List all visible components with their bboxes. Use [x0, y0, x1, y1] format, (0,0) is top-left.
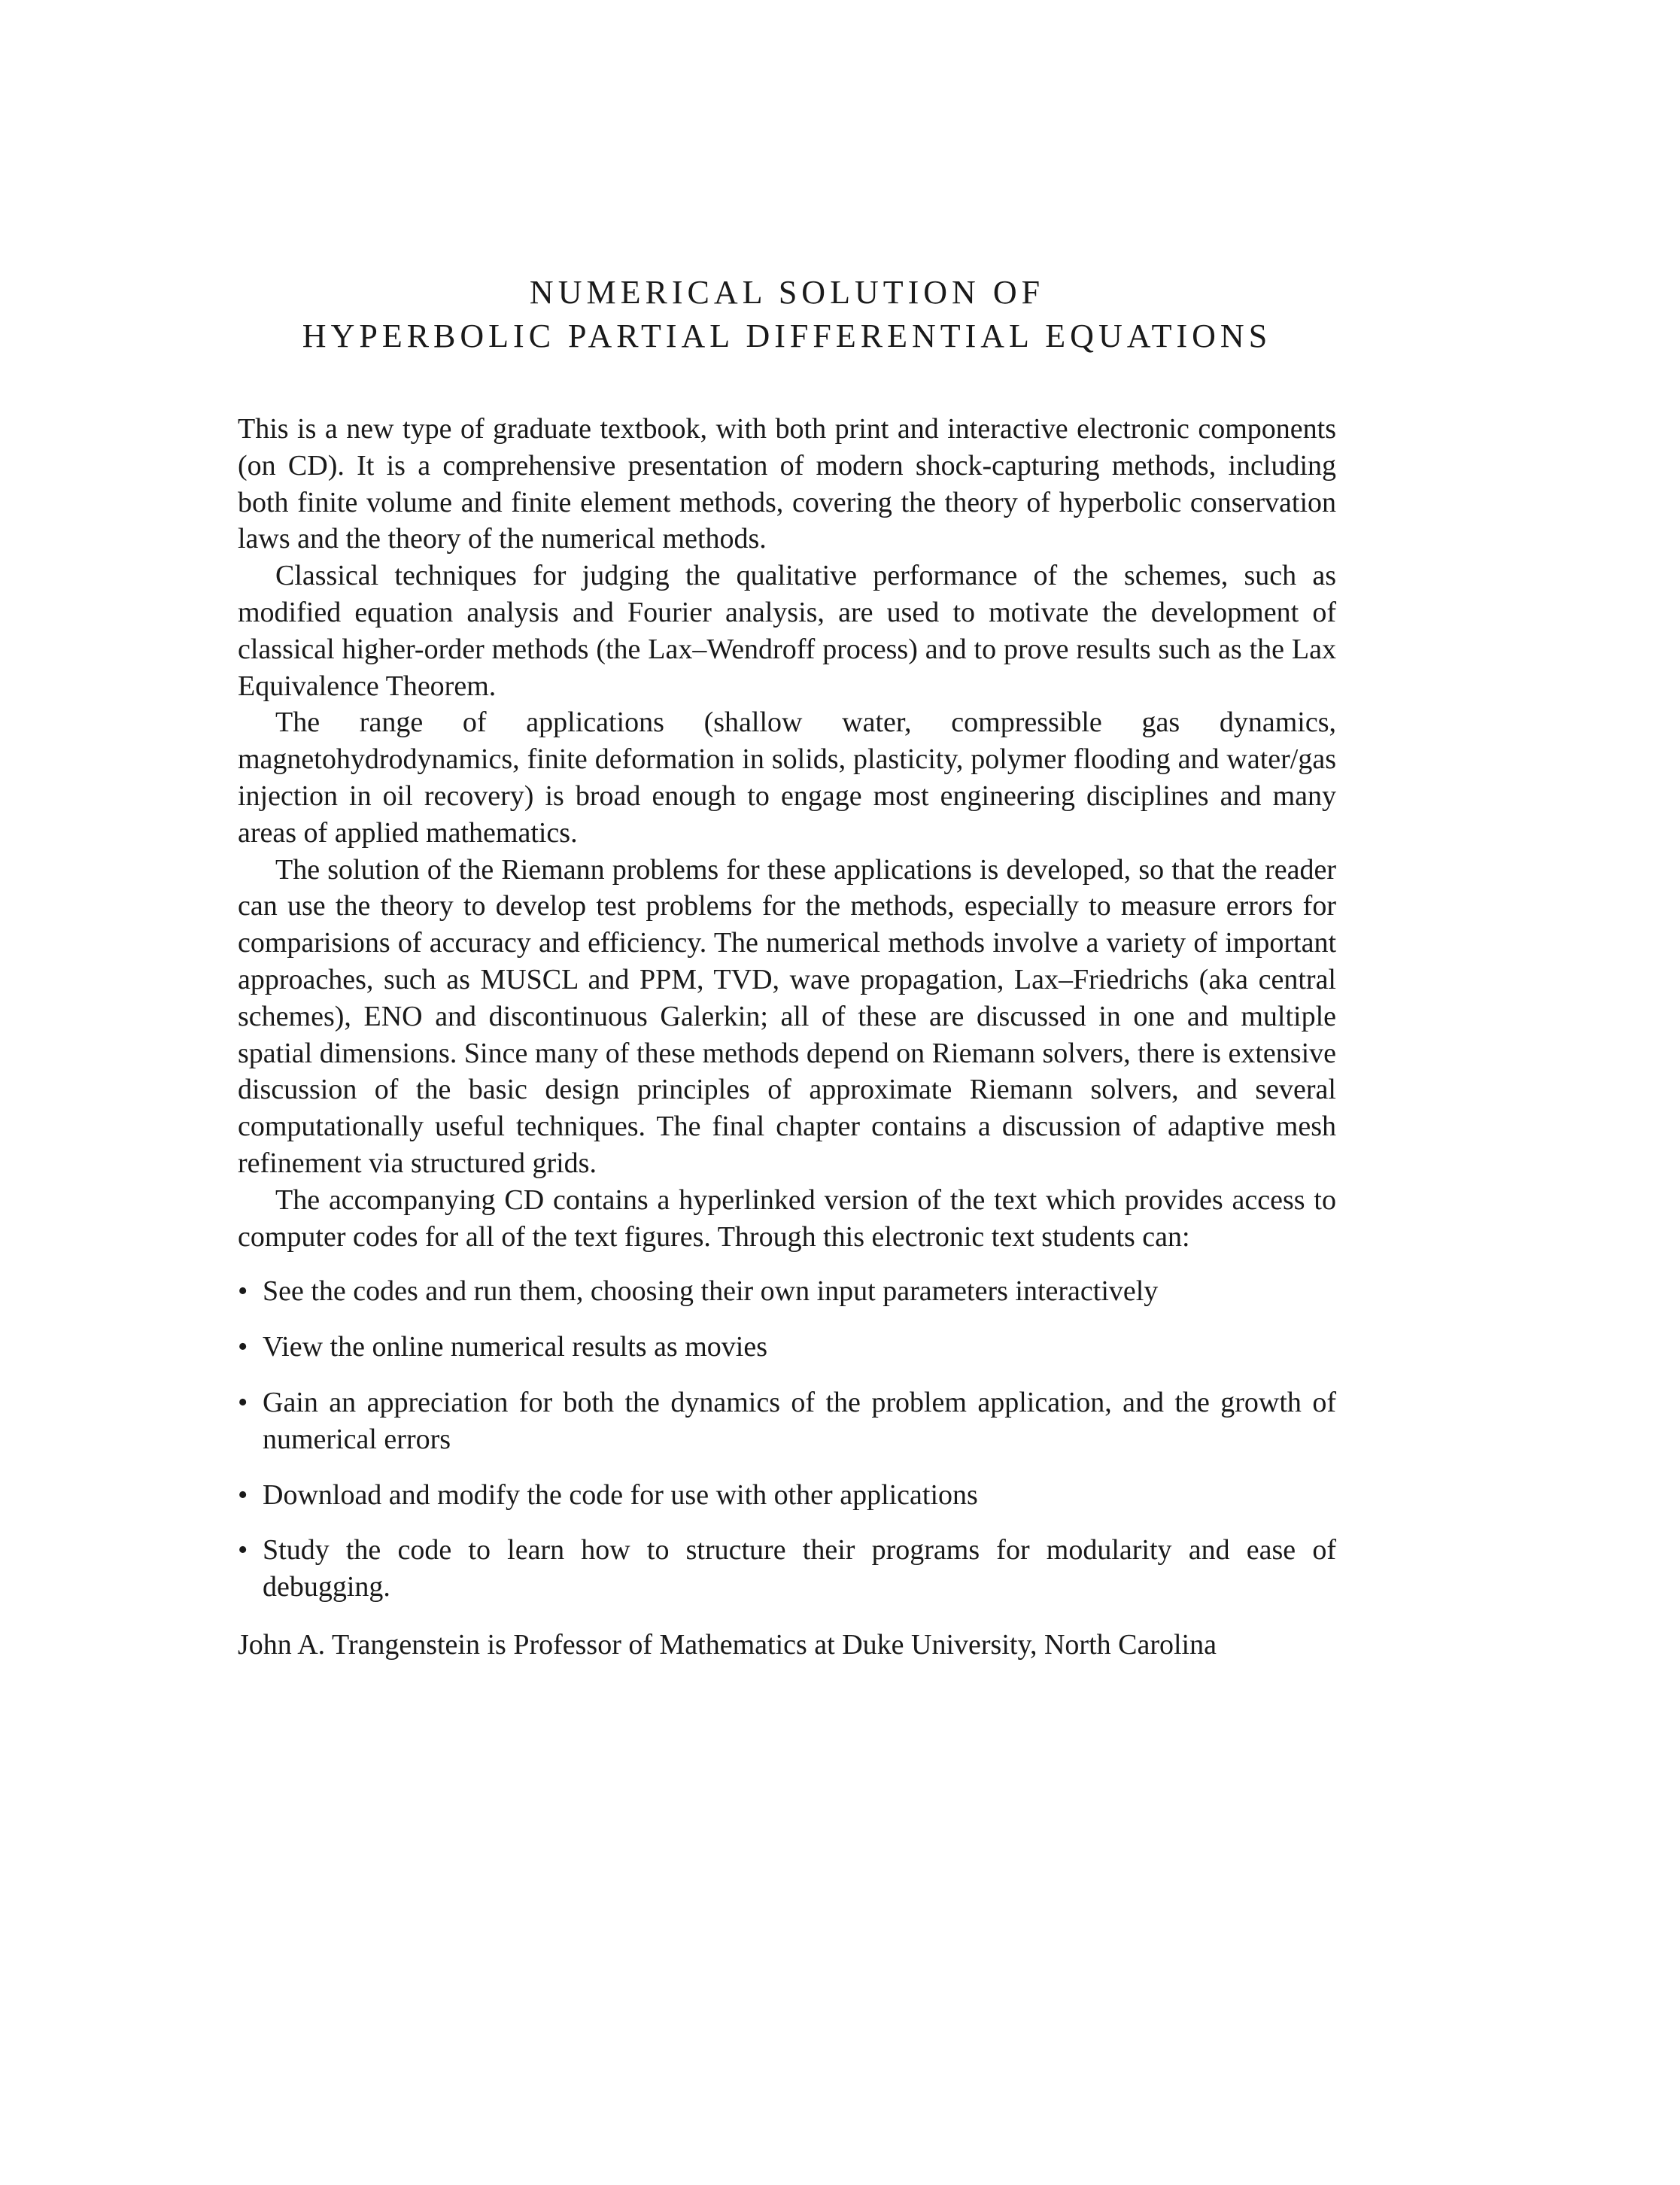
list-item-text: Study the code to learn how to structure their programs for modularity and ease of debugging.: [263, 1534, 1336, 1603]
paragraph-techniques: Classical techniques for judging the qualitative performance of the schemes, such as modified equation analysis and Fourier analysis, are used to motivate the development of classical higher-order methods (the Lax–Wendroff process) and to prove results such as the Lax Equivalence Theorem.: [238, 560, 1336, 702]
author-bio: John A. Trangenstein is Professor of Mathematics at Duke University, North Carolina: [238, 1628, 1217, 1661]
book-title: [238, 271, 1336, 358]
paragraph-applications: The range of applications (shallow water, compressible gas dynamics, magnetohydrodynamics, finite deformation in solids, plasticity, polymer flooding and water/gas injection in oil recovery) is broad enough to engage most engineering disciplines and many areas of applied mathematics.: [238, 707, 1336, 849]
feature-list: [238, 1273, 1336, 1606]
paragraph-riemann: The solution of the Riemann problems for these applications is developed, so that the reader can use the theory to develop test problems for the methods, especially to measure errors for comparisions of accuracy and efficiency. The numerical methods involve a variety of important approaches, such as MUSCL and PPM, TVD, wave propagation, Lax–Friedrichs (aka central schemes), ENO and discontinuous Galerkin; all of these are discussed in one and multiple spatial dimensions. Since many of these methods depend on Riemann solvers, there is extensive discussion of the basic design principles of approximate Riemann solvers, and several computationally useful techniques. The final chapter contains a discussion of adaptive mesh refinement via structured grids.: [238, 853, 1336, 1179]
list-item: [238, 1329, 1336, 1366]
list-item-text: Download and modify the code for use with other applications: [263, 1478, 978, 1511]
paragraph-cd: The accompanying CD contains a hyperlinked version of the text which provides access to computer codes for all of the text figures. Through this electronic text students can:: [238, 1184, 1336, 1253]
bullet-icon: •: [238, 1275, 248, 1308]
blurb-body: [238, 411, 1336, 1664]
list-item: [238, 1477, 1336, 1514]
list-item: [238, 1384, 1336, 1458]
book-blurb-page: [238, 271, 1336, 1664]
book-title-line-2: HYPERBOLIC PARTIAL DIFFERENTIAL EQUATIONS: [302, 318, 1272, 354]
list-item: [238, 1273, 1336, 1310]
list-item-text: See the codes and run them, choosing their own input parameters interactively: [263, 1275, 1159, 1308]
bullet-icon: •: [238, 1331, 248, 1363]
bullet-icon: •: [238, 1478, 248, 1511]
bullet-icon: •: [238, 1386, 248, 1418]
paragraph-intro: This is a new type of graduate textbook, with both print and interactive electronic components (on CD). It is a comprehensive presentation of modern shock-capturing methods, including both finite volume and finite element methods, covering the theory of hyperbolic conservation laws and the theory of the numerical methods.: [238, 413, 1336, 555]
book-title-line-1: NUMERICAL SOLUTION OF: [529, 274, 1045, 311]
list-item-text: View the online numerical results as movies: [263, 1331, 767, 1363]
bullet-icon: •: [238, 1534, 248, 1567]
list-item: [238, 1532, 1336, 1606]
list-item-text: Gain an appreciation for both the dynamics of the problem application, and the growth of numerical errors: [263, 1386, 1336, 1455]
